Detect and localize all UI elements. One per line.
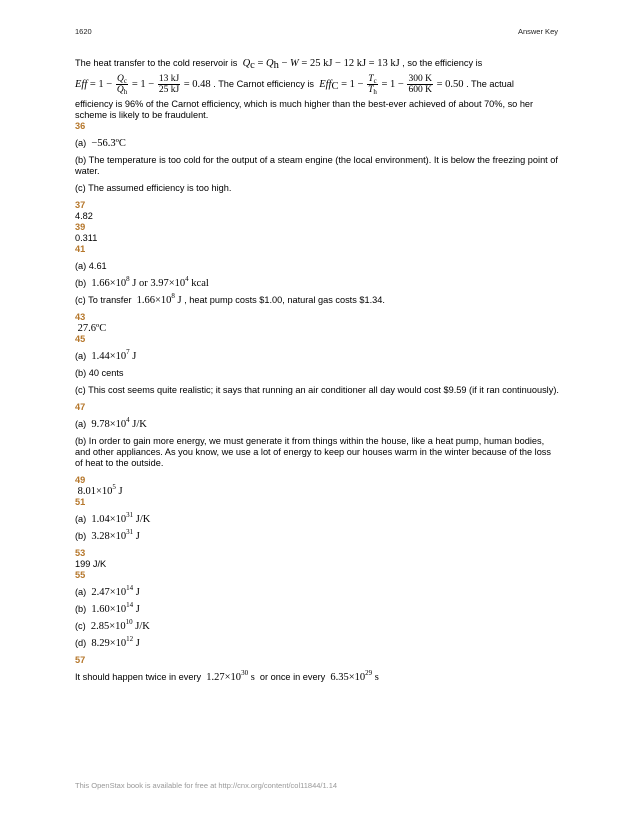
answer-number-39: 39: [75, 222, 86, 233]
page-number: 1620: [75, 27, 92, 36]
answer-47a: (a) $9.78\times 10^4$ J/K: [75, 416, 147, 431]
answer-number-47: 47: [75, 402, 86, 413]
answer-37: 4.82: [75, 211, 93, 222]
answer-36c: (c) The assumed efficiency is too high.: [75, 183, 232, 194]
equation-carnot: Eff$_C$ = 1 − $\frac{T_c}{T_h}$ = 1 − $\frac{300 K}{600 K}$ = 0.50: [316, 74, 464, 97]
equation-qc: Q: [239, 58, 251, 69]
answer-45a: (a) $1.44\times 10^7$ J: [75, 348, 137, 363]
answer-41c: (c) To transfer $1.66\times 10^8$ J , heat pump costs $1.00, natural gas costs $1.34.: [75, 292, 385, 307]
answer-number-51: 51: [75, 497, 86, 508]
answer-45c: (c) This cost seems quite realistic; it says that running an air conditioner all day would cost $9.59 (if it ran continuously).: [75, 385, 559, 396]
answer-number-36: 36: [75, 121, 86, 132]
answer-49: $8.01\times 10^5$ J: [77, 483, 123, 498]
answer-55c: (c) $2.85\times 10^{10}$ J/K: [75, 618, 150, 633]
answer-55b: (b) $1.60\times 10^{14}$ J: [75, 601, 140, 616]
answer-number-45: 45: [75, 334, 86, 345]
intro-line-2: Eff = 1 − $\frac{Q_c}{Q_h}$ = 1 − $\frac{13 kJ}{25 kJ}$ = 0.48 . The Carnot efficiency is Eff$_C$ = 1 − $\frac{T_c}{T_h}$ = 1 − $\frac{300 K}{600 K}$ = 0.50 . The actual: [75, 74, 514, 97]
answer-39: 0.311: [75, 233, 98, 244]
answer-number-41: 41: [75, 244, 86, 255]
equation-eff: Eff = 1 − $\frac{Q_c}{Q_h}$ = 1 − $\frac{13 kJ}{25 kJ}$ = 0.48: [75, 74, 211, 97]
answer-content: [75, 58, 560, 683]
answer-47b: (b) In order to gain more energy, we must generate it from things within the house, like a heat pump, human bodies, and other appliances. As you know, we use a lot of energy to keep our houses warm in the winter because of the loss of heat to the outside.: [75, 436, 551, 469]
answer-55a: (a) $2.47\times 10^{14}$ J: [75, 584, 140, 599]
answer-53: 199 J/K: [75, 559, 107, 570]
answer-41a: (a) 4.61: [75, 261, 107, 272]
footer-note: This OpenStax book is available for free at http://cnx.org/content/col11844/1.14: [75, 781, 338, 790]
intro-line-3: efficiency is 96% of the Carnot efficiency, which is much higher than the best-ever achieved of about 70%, so her scheme is likely to be fraudulent.: [75, 99, 534, 121]
answer-51a: (a) $1.04\times 10^{31}$ J/K: [75, 511, 151, 526]
answer-36b: (b) The temperature is too cold for the output of a steam engine (the local environment). It is below the freezing point of water.: [75, 155, 558, 177]
answer-41b: (b) $1.66\times 10^8$ J or $3.97\times 10^4$ kcal: [75, 275, 209, 290]
answer-number-53: 53: [75, 548, 86, 559]
answer-43: 27.6ºC: [77, 323, 107, 335]
answer-number-37: 37: [75, 200, 86, 211]
intro-line-1: The heat transfer to the cold reservoir is $Q_c = Q_h - W = 25$ kJ − 12 kJ = 13 kJ , so the efficiency is: [75, 58, 483, 71]
answer-45b: (b) 40 cents: [75, 368, 124, 379]
answer-number-49: 49: [75, 475, 86, 486]
answer-57: It should happen twice in every $1.27\times 10^{30}$ s or once in every $6.35\times 10^{29}$ s: [75, 669, 379, 684]
answer-55d: (d) $8.29\times 10^{12}$ J: [75, 635, 140, 650]
answer-number-57: 57: [75, 655, 86, 666]
section-title: Answer Key: [517, 27, 558, 36]
answer-36a: (a) −56.3ºC: [75, 138, 126, 150]
answer-number-43: 43: [75, 312, 86, 323]
answer-51b: (b) $3.28\times 10^{31}$ J: [75, 528, 140, 543]
answer-number-55: 55: [75, 570, 86, 581]
